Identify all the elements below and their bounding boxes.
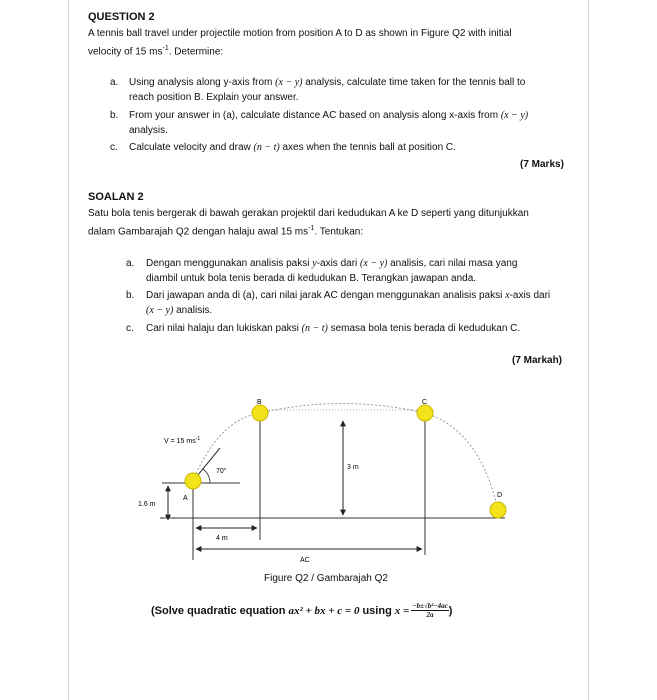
s-item-b-math: x	[505, 290, 510, 301]
ball-d	[490, 502, 506, 518]
velocity-label	[164, 436, 200, 445]
soalan-intro-line-1: Satu bola tenis bergerak di bawah gerakan projektil dari kedudukan A ke D seperti yang ditunjukkan	[88, 208, 529, 219]
q-item-c-text-2: axes when the tennis ball at position C.	[279, 142, 456, 153]
ball-c	[417, 405, 433, 421]
intro-velocity-text: velocity of 15 ms	[88, 46, 163, 58]
angle-arc	[203, 469, 210, 483]
s-item-c-text-2: semasa bola tenis berada di kedudukan C.	[327, 323, 521, 334]
height-1-6m-label: 1.6 m	[138, 501, 156, 508]
q-item-c-text: Calculate velocity and draw	[129, 142, 254, 153]
angle-label: 70°	[216, 468, 227, 475]
q-item-a-marker: a.	[110, 77, 119, 88]
s-item-a-text: Dengan menggunakan analisis paksi	[146, 258, 313, 269]
s-item-b-text-2: -axis dari	[509, 290, 551, 301]
s-item-a-math: y	[312, 258, 317, 269]
q-item-c-marker: c.	[110, 142, 118, 153]
label-c: C	[422, 399, 428, 406]
q-item-b-line-2: analysis.	[129, 125, 168, 136]
distance-ac-label: AC	[300, 557, 310, 564]
formula-fraction	[411, 602, 448, 619]
s-item-b-text-3: analisis.	[173, 305, 213, 316]
velocity-text: V = 15 ms	[164, 438, 196, 445]
s-item-a-text-3: analisis, cari nilai masa yang	[387, 258, 518, 269]
label-d: D	[497, 492, 503, 499]
intro-sup: -1	[162, 45, 169, 52]
label-b: B	[257, 399, 262, 406]
marks-label: (7 Marks)	[520, 159, 564, 170]
formula-prefix: (Solve quadratic equation	[151, 604, 286, 617]
formula-x: x =	[394, 604, 410, 617]
figure-caption: Figure Q2 / Gambarajah Q2	[264, 573, 388, 584]
s-item-b-marker: b.	[126, 290, 135, 301]
markah-label: (7 Markah)	[512, 355, 563, 366]
s-item-b-text: Dari jawapan anda di (a), cari nilai jarak AC dengan menggunakan analisis paksi	[146, 290, 506, 301]
soalan-intro-sup: -1	[308, 225, 315, 232]
formula-denominator: 2a	[426, 611, 434, 619]
quadratic-formula-note	[151, 602, 452, 619]
q-item-c-math: (n − t)	[253, 142, 280, 153]
soalan-heading: SOALAN 2	[88, 191, 144, 203]
q-item-b-text: From your answer in (a), calculate distance AC based on analysis along x-axis from	[129, 110, 501, 121]
s-item-a-math-2: (x − y)	[360, 258, 388, 269]
formula-equation: ax² + bx + c = 0	[288, 604, 360, 617]
q-item-a-line-2: reach position B. Explain your answer.	[129, 92, 299, 103]
ball-b	[252, 405, 268, 421]
distance-4m-label: 4 m	[216, 535, 228, 542]
question-intro-line-1: A tennis ball travel under projectile motion from position A to D as shown in Figure Q2 with initial	[88, 28, 512, 39]
trajectory-top	[260, 404, 425, 414]
s-item-a-text-2: -axis dari	[316, 258, 361, 269]
s-item-c-math: (n − t)	[301, 323, 328, 334]
formula-middle: using	[362, 604, 392, 617]
q-item-b-marker: b.	[110, 110, 119, 121]
q-item-b-math: (x − y)	[500, 110, 529, 121]
ball-a	[185, 473, 201, 489]
formula-suffix: )	[448, 604, 453, 617]
s-item-a-line-2: diambil untuk bola tenis berada di kedudukan B. Terangkan jawapan anda.	[146, 273, 477, 284]
s-item-b-math-2: (x − y)	[146, 305, 174, 316]
soalan-intro-tentukan: . Tentukan:	[314, 226, 364, 238]
trajectory-descent	[425, 413, 498, 510]
s-item-a-marker: a.	[126, 258, 135, 269]
label-a: A	[183, 495, 188, 502]
height-3m-label: 3 m	[347, 464, 359, 471]
q-item-a-text-2: analysis, calculate time taken for the tennis ball to	[302, 77, 526, 88]
s-item-c-marker: c.	[126, 323, 134, 334]
formula-numerator: −b±√b²−4ac	[412, 602, 448, 610]
intro-determine: . Determine:	[168, 46, 224, 58]
velocity-sup: -1	[195, 436, 201, 442]
s-item-c-text: Cari nilai halaju dan lukiskan paksi	[146, 323, 302, 334]
q-item-a-math: (x − y)	[275, 77, 303, 88]
q-item-a-text: Using analysis along y-axis from	[129, 77, 276, 88]
soalan-intro-velocity: dalam Gambarajah Q2 dengan halaju awal 15 ms	[88, 226, 309, 238]
question-heading: QUESTION 2	[88, 11, 155, 23]
